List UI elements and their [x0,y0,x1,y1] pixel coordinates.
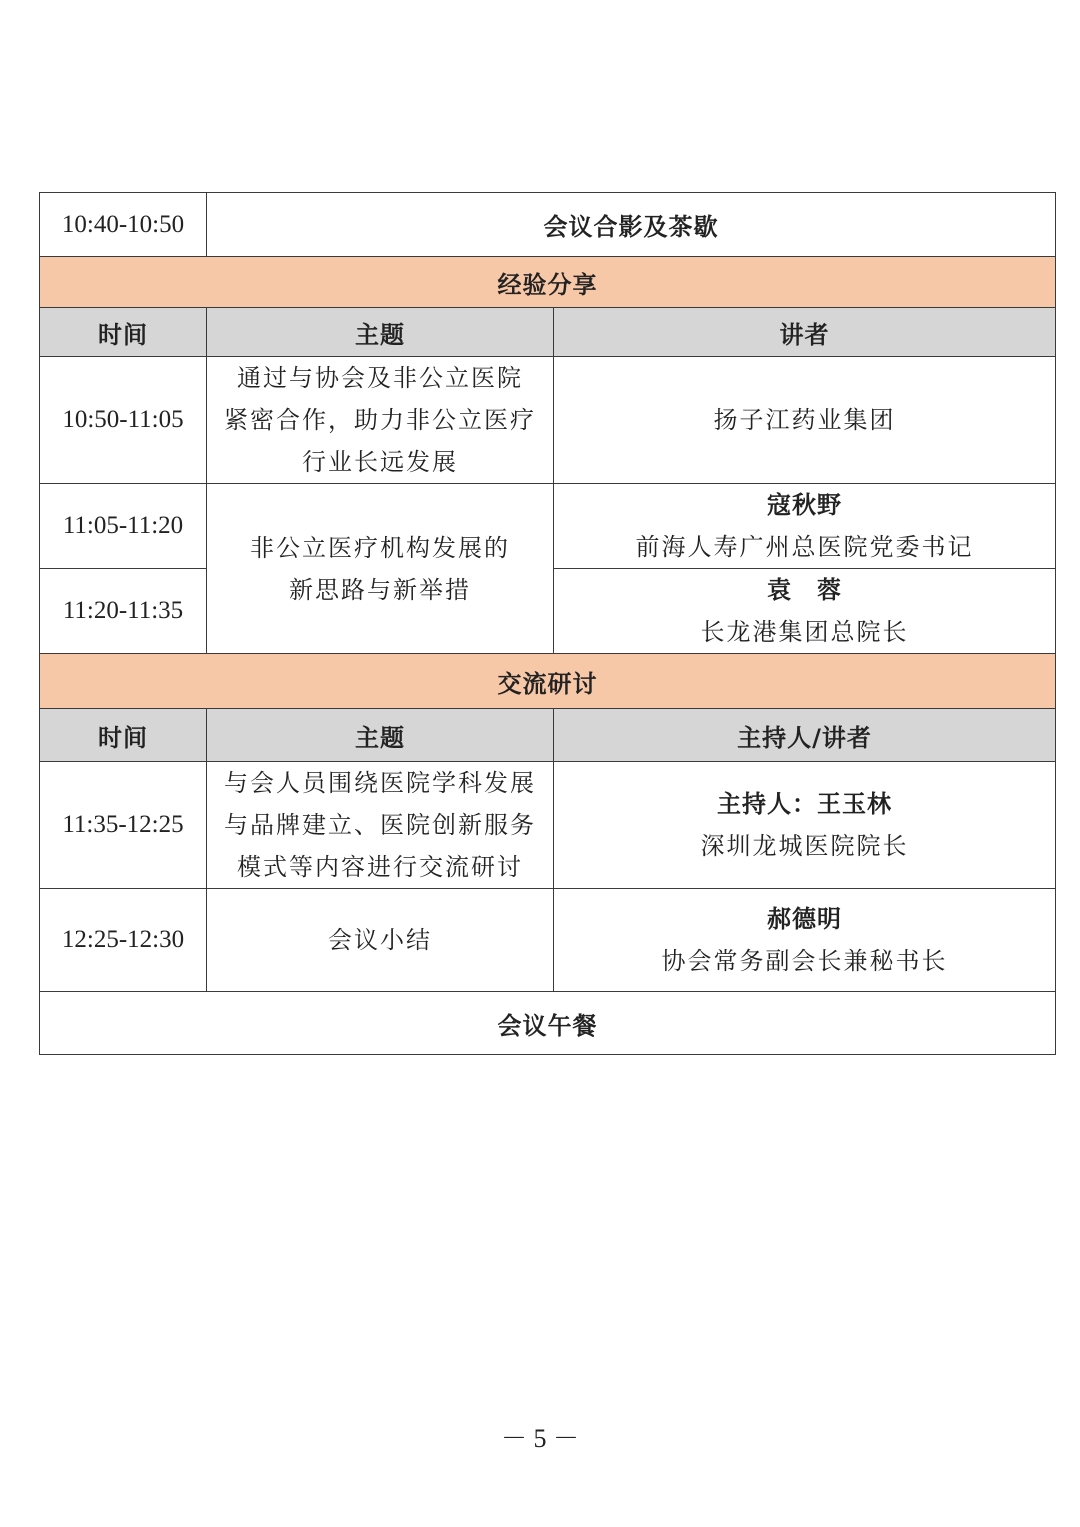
speaker-cell: 扬子江药业集团 [554,357,1056,484]
topic-cell [207,357,554,484]
topic-line: 通过与协会及非公立医院 [237,364,523,392]
speaker-cell [554,889,1056,992]
tea-break-row [40,193,1056,257]
topic-cell [207,484,554,654]
column-header-time: 时间 [40,308,207,357]
topic-line: 行业长远发展 [302,448,458,476]
column-header-topic: 主题 [207,308,554,357]
time-cell: 11:20-11:35 [40,569,207,654]
column-header-row [40,308,1056,357]
schedule-table [39,192,1056,1055]
column-header-speaker: 讲者 [554,308,1056,357]
lunch-row [40,992,1056,1055]
topic-line: 非公立医疗机构发展的 [250,533,510,562]
table-row [40,357,1056,484]
topic-line: 紧密合作，助力非公立医疗 [224,406,536,434]
host-title: 深圳龙城医院院长 [700,832,909,860]
topic-cell: 会议小结 [207,889,554,992]
speaker-cell [554,484,1056,569]
section-title: 经验分享 [40,257,1056,308]
topic-line: 与会人员围绕医院学科发展 [224,769,536,797]
time-cell: 12:25-12:30 [40,889,207,992]
page-number: － 5 － [500,1424,579,1453]
lunch-title: 会议午餐 [40,992,1056,1055]
section-title: 交流研讨 [40,654,1056,709]
time-cell: 11:35-12:25 [40,762,207,889]
speaker-cell [554,762,1056,889]
topic-line: 模式等内容进行交流研讨 [237,853,523,881]
section-header-experience [40,257,1056,308]
speaker-name: 寇秋野 [767,491,842,519]
speaker-title: 协会常务副会长兼秘书长 [661,947,948,975]
speaker-title: 前海人寿广州总医院党委书记 [635,533,974,561]
table-row [40,889,1056,992]
speaker-name: 郝德明 [767,905,842,933]
table-row [40,762,1056,889]
topic-line: 新思路与新举措 [289,575,471,604]
section-header-discussion [40,654,1056,709]
topic-cell [207,762,554,889]
time-cell: 10:40-10:50 [40,193,207,257]
column-header-time: 时间 [40,709,207,762]
time-cell: 11:05-11:20 [40,484,207,569]
speaker-title: 长龙港集团总院长 [700,618,909,646]
time-cell: 10:50-11:05 [40,357,207,484]
column-header-host-speaker: 主持人/讲者 [554,709,1056,762]
speaker-name: 袁 蓉 [767,576,842,604]
speaker-cell [554,569,1056,654]
host-name: 主持人：王玉林 [717,790,892,818]
table-row [40,484,1056,569]
topic-line: 与品牌建立、医院创新服务 [224,811,536,839]
tea-break-title: 会议合影及茶歇 [207,193,1056,257]
column-header-row [40,709,1056,762]
column-header-topic: 主题 [207,709,554,762]
